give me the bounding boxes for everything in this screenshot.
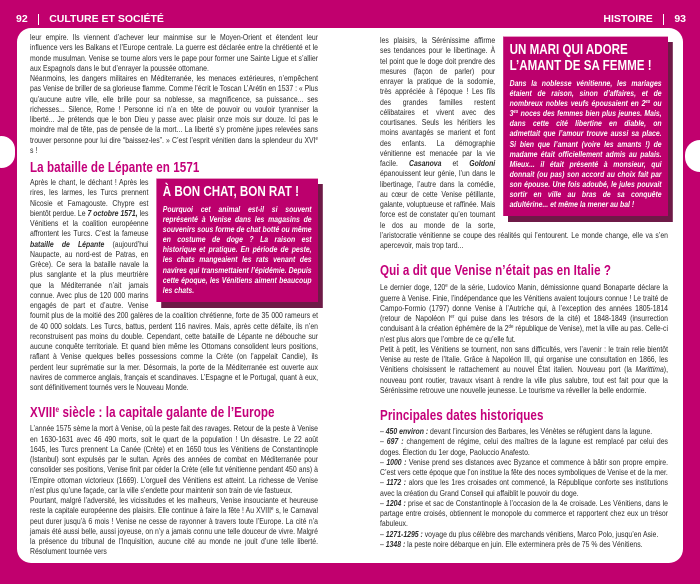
date-item: – 1348 : la peste noire débarque en juin. Elle exterminera près de 75 % des Vénitiens.	[380, 538, 643, 549]
page-number: 92	[16, 13, 28, 25]
page-number: 93	[674, 13, 686, 25]
box-title: UN MARI QUI ADORE L’AMANT DE SA FEMME !	[509, 42, 652, 74]
box-text: Pourquoi cet animal est-il si souvent représenté à Venise dans les magasins de souvenirs sous forme de chat botté ou même en costume de doge ? La raison est historique et pratique. En période de peste, les chats mangeaient les rats venant des navires qui transmettaient l’épidémie. Depuis cette époque, les Vénitiens aiment beaucoup les chats.	[162, 204, 312, 295]
box-text: Dans la noblesse vénitienne, les mariages étaient de raison, sinon d’affaires, et de nombreux nobles veufs épousaient en $2^{es}$ ou $3^{es}$ noces des femmes bien plus jeunes. Mais, dans cette cité libertine en diable, on admettait que l’amour trouve aussi sa place. Si bien que l’amant (voire les amants !) de madame était officiellement admis au palais. Mieux... il était présenté à monsieur, qui donnait (ou pas) son accord au choix fait par son épouse. Une fois adoubé, le jules pouvait sortir en ville au bras de sa conquête adultérine... et même la mener au bal !	[509, 78, 662, 210]
date-label: 697 :	[386, 436, 404, 447]
page-edge-tab-left	[0, 136, 15, 168]
page-edge-tab-right	[685, 140, 700, 172]
date-label: 1271-1295 :	[385, 528, 423, 539]
paragraph: L’année 1575 sème la mort à Venise, où la peste fait des ravages. Retour de la peste à Venise en 1630-1631 avec 46 490 morts, soit le quart de la population ! Un désastre. Le 22 août 1645, les Turcs prennent La Canée (Crète) et en 1650 tous les Vénitiens de Constantinople (Istanbul) sont expulsés par le sultan. Après des années de combat en Méditerranée pour consolider ses positions, Venise finit par céder la Crète (elle fut vénitienne pendant 450 ans) à l’Empire ottoman victorieux (1669). L’orgueil des Vénitiens est atteint. La richesse de Venise n’est plus qu’une façade, car la ville s’endette pour maintenir son train de vie fastueux.	[30, 423, 318, 495]
running-header-left	[16, 13, 164, 25]
date-item: – 697 : changement de régime, celui des maîtres de la lagune est remplacé par celui des doges. Élection du 1er doge, Paoluccio Anafesto.	[380, 436, 668, 457]
paragraph: les plaisirs, la Sérénissime affirme ses tendances pour le libertinage. À tel point que le doge doit prendre des mesures (façon de parler) pour enrayer la pratique de la sodomie, très appréciée à l’époque ! Les fils des grandes familles restent célibataires et vivent avec des courtisanes. Seuls les héritiers les moins avantagés se marient et font des enfants. La démographie vénitienne est menacée par la vie facile. Casanova et Goldoni épanouissent leur génie, l’un dans le libertinage, l’autre dans la comédie, au cœur de cette Venise pétillante, galante, voluptueuse et raffinée. Mais force est de constater qu’en tournant le dos au monde de la sorte, l’aristocratie vénitienne se coupe des réalités qui l’entourent. Le monde change, elle va s’en apercevoir, mais trop tard...	[380, 35, 668, 250]
date-description: devant l’incursion des Barbares, les Vénètes se réfugient dans la lagune.	[428, 426, 653, 436]
date-description: alors que les 1res croisades ont commencé, la République conforte ses institutions avec la création du Grand Conseil qui affaiblit le pouvoir du doge.	[380, 477, 668, 498]
sidebar-box	[503, 36, 668, 216]
date-item: – 450 environ : devant l’incursion des Barbares, les Vénètes se réfugient dans la lagune.	[380, 426, 653, 436]
date-label: 1000 :	[386, 456, 407, 467]
date-description: changement de régime, celui des maîtres de la lagune est remplacé par celui des doges. Élection du 1er doge, Paoluccio Anafesto.	[380, 436, 668, 457]
right-page-column	[380, 35, 668, 549]
date-item: – 1271-1295 : voyage du plus célèbre des marchands vénitiens, Marco Polo, jusqu’en Asie.	[380, 528, 659, 539]
date-label: 1204 :	[386, 497, 406, 508]
date-label: 1172 :	[386, 477, 407, 488]
date-description: Venise prend ses distances avec Byzance et commence à bâtir son propre empire. C’est vers cette époque que l’on institue la fête des noces symboliques de Venise et de la mer.	[380, 456, 668, 477]
paragraph: Après le chant, le déchant ! Après les rires, les larmes, les Turcs prennent Nicosie et Famagouste. Chypre est bientôt perdue. Le 7 octobre 1571, les Vénitiens et la coalition européenne affrontent les Turcs. C’est la fameuse bataille de Lépante (aujourd’hui Naupacte, au nord-est de Patras, en Grèce). Ce sera la bataille navale la plus sanglante et la plus meurtrière que la Méditerranée n’ait jamais connue. Avec plus de 120 000 marins engagés de part et d’autre. Venise fournit plus de la moitié des 200 galères de la coalition chrétienne, forte de 35 000 rameurs et de 40 000 soldats. Les Turcs, battus, perdent 116 navires. Mais, après cette défaite, ils n’en reconstruisent pas moins du double. Cependant, cette bataille de Lépante ne débouche sur aucune conquête territoriale. Et quand bien même les Ottomans consolident leurs positions, raflant à Venise quelques belles possessions comme la Crète (on l’appelait Candie), ils perdent leur suprématie sur la mer. Désormais, la porte de la Méditerranée est ouverte aux navires de commerce anglais, français et scandinaves. L’Espagne et le Portugal, quant à eux, sont définitivement tournés vers le Nouveau Monde.	[30, 177, 318, 392]
box-title: À BON CHAT, BON RAT !	[162, 184, 299, 200]
sidebar-box	[156, 178, 318, 302]
date-label: 450 environ :	[385, 426, 429, 436]
date-description: prise et sac de Constantinople à l’occasion de la 4e croisade. Les Vénitiens, dans le partage entre croisés, obtiennent le monopole du commerce et rapportent chez eux un trésor fabuleux.	[380, 497, 668, 529]
section-title: HISTOIRE	[603, 13, 653, 25]
date-description: la peste noire débarque en juin. Elle exterminera près de 75 % des Vénitiens.	[405, 538, 643, 549]
section-heading: Qui a dit que Venise n’était pas en Italie ?	[380, 263, 612, 280]
date-item: – 1172 : alors que les 1res croisades ont commencé, la République conforte ses institutions avec la création du Grand Conseil qui affaiblit le pouvoir du doge.	[380, 477, 668, 498]
date-description: voyage du plus célèbre des marchands vénitiens, Marco Polo, jusqu’en Asie.	[422, 528, 659, 539]
section-heading: Principales dates historiques	[380, 408, 544, 424]
left-page-column	[30, 32, 318, 557]
dates-list	[380, 426, 668, 549]
date-item: – 1000 : Venise prend ses distances avec Byzance et commence à bâtir son propre empire. C’est vers cette époque que l’on institue la fête des noces symboliques de Venise et de la mer.	[380, 456, 668, 477]
paragraph: Néanmoins, les dangers militaires en Méditerranée, les menaces extérieures, n’empêchent pas Venise de briller de sa glorieuse flamme. Comme l’écrit le Toscan L’Arétin en 1537 : « Plus qu’aucune autre ville, elle brille pour sa noblesse, sa magnificence, sa puissance... ses richesses... Silence, Rome ! Personne ici n’a en tête de pouvoir ou vouloir tyranniser la liberté... Je prétends que le bon Dieu y passe avec plaisir onze mois sur douze. Ici pas le moindre mal de tête, pas de pensée de la mort... La liberté s’y promène jupes relevées sans trouver personne pour lui dire “baissez-les”. » C’est l’esprit vénitien dans la splendeur du XVIe s !	[30, 73, 319, 155]
header-divider	[663, 14, 665, 25]
paragraph: Petit à petit, les Vénitiens se tournent, non sans difficultés, vers l’avenir : le train relie bientôt Venise au reste de l’Italie. Grâce à Napoléon III, qui organise une consultation en 1866, les Vénitiens choisissent le rattachement au nouvel État italien. Nouveau port (la Marittima), nouveau pont routier, travaux visant à rendre la ville plus salubre, tout est fait pour que la Sérénissime retrouve une nouvelle jeunesse. Le tourisme va réveiller la belle endormie.	[380, 343, 668, 395]
date-label: 1348 :	[385, 538, 406, 549]
paragraph: leur empire. Ils viennent d’achever leur mainmise sur le Moyen-Orient et étendent leur influence vers les Balkans et l’Europe centrale. La guerre est déclarée entre la chrétienté et le monde musulman. Venise se tourne alors vers le pape pour former une Sainte Ligue et s’allier aux Espagnols dans le but d’enrayer la poussée ottomane.	[30, 32, 318, 73]
date-item: – 1204 : prise et sac de Constantinople à l’occasion de la 4e croisade. Les Vénitiens, dans le partage entre croisés, obtiennent le monopole du commerce et rapportent chez eux un trésor fabuleux.	[380, 497, 668, 529]
header-divider	[38, 14, 40, 25]
paragraph: Pourtant, malgré l’adversité, les vicissitudes et les malheurs, Venise insouciante et heureuse reste la capitale européenne des plaisirs. Elle continue à faire la fête ! Au XVIIIe s, le Carnaval peut durer jusqu’à 6 mois ! Venise ne cesse de rayonner à travers toute l’Europe. La cité n’a jamais été aussi belle, aussi joyeuse, on n’y a jamais connu une telle douceur de vivre. Malgré la présence du tribunal de l’Inquisition, aucune cité au monde ne jouit d’une telle liberté. Résolument tournée vers	[30, 495, 318, 557]
section-title: CULTURE ET SOCIÉTÉ	[49, 13, 164, 25]
section-heading: La bataille de Lépante en 1571	[30, 160, 200, 176]
section-heading: XVIIIe siècle : la capitale galante de l’Europe	[30, 405, 275, 422]
running-header-right	[603, 13, 686, 25]
paragraph: Le dernier doge, 120e de la série, Ludovico Manin, démissionne quand Bonaparte déclare la guerre à Venise. Finie, l’indépendance que les Vénitiens avaient toujours connue ! Le traité de Campo-Formio (1797) donne Venise à l’Autriche qui, à l’exception des années 1805-1814 (retour de Napoléon Ier qui puise dans les trésors de la cité) et 1848-1849 (insurrection conduisant à la création éphémère de la 2de république de Venise), met la ville au pas. Celle-ci n’est plus alors que l’ombre de ce qu’elle fut.	[380, 282, 668, 344]
